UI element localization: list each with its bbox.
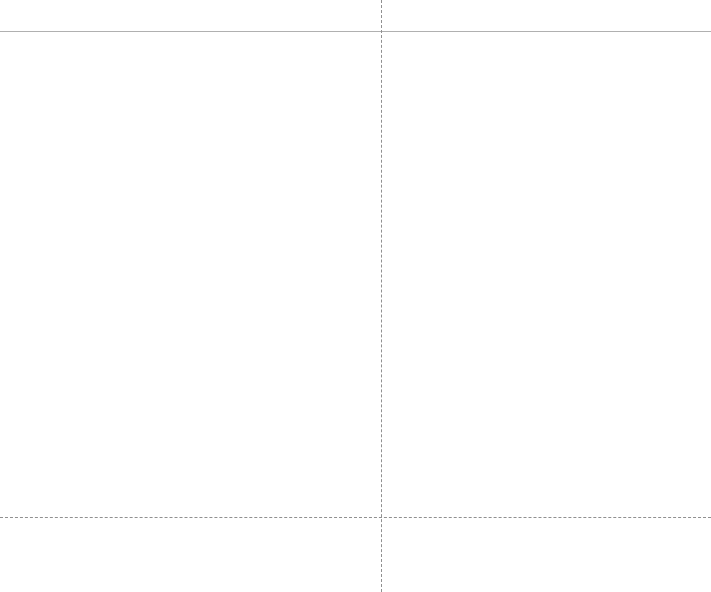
importance-group-header[interactable] (222, 0, 440, 15)
header-group-row (0, 0, 711, 15)
column-header-row (0, 15, 711, 32)
spend-group-header[interactable] (442, 0, 711, 15)
page-break-vertical (381, 0, 382, 592)
page-break-horizontal (0, 517, 711, 518)
